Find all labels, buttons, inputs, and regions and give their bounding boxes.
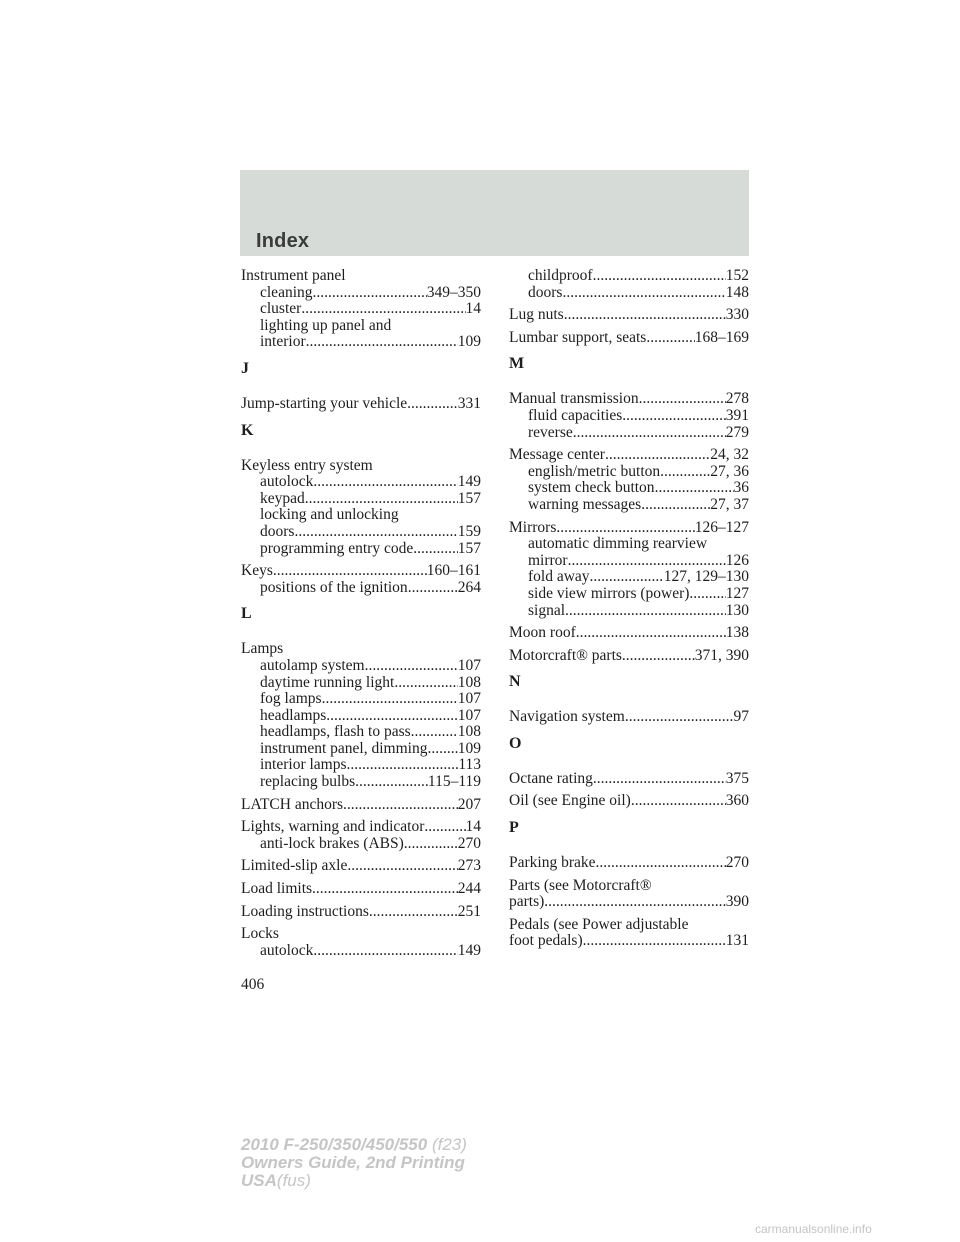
- entry-term: doors: [528, 283, 563, 301]
- entry-page-ref: 127, 129–130: [663, 568, 749, 586]
- entry-page-ref: 152: [725, 267, 749, 284]
- index-entry: [241, 641, 481, 790]
- page-number: 406: [241, 976, 265, 993]
- index-subentry-line: [241, 741, 481, 758]
- entry-term: Instrument panel: [241, 267, 346, 284]
- dot-leader: [424, 819, 465, 836]
- entry-term: english/metric button: [528, 462, 661, 480]
- index-entry: [509, 625, 749, 642]
- entry-page-ref: 270: [725, 854, 749, 872]
- document-footer: [241, 1136, 467, 1190]
- index-entry-line: [241, 904, 481, 921]
- footer-market: USA: [241, 1171, 277, 1190]
- entry-term: Locks: [241, 925, 279, 943]
- index-entry-line: [509, 771, 749, 788]
- index-entry: [509, 330, 749, 347]
- dot-leader: [313, 285, 427, 302]
- dot-leader: [568, 553, 726, 570]
- index-subentry-line: [241, 836, 481, 853]
- index-entry: [509, 878, 749, 911]
- index-entry-line: [509, 648, 749, 665]
- index-entry-line: [241, 926, 481, 943]
- index-subentry-line: [241, 507, 481, 524]
- index-subentry-line: [241, 724, 481, 741]
- index-entry: [241, 904, 481, 921]
- entry-page-ref: 14: [465, 300, 481, 318]
- entry-page-ref: 207: [457, 795, 481, 813]
- entry-page-ref: 371, 390: [694, 646, 749, 664]
- dot-leader: [544, 894, 725, 911]
- entry-term: autolock: [260, 941, 314, 959]
- entry-page-ref: 36: [733, 479, 749, 497]
- entry-page-ref: 273: [457, 857, 481, 875]
- dot-leader: [365, 658, 458, 675]
- dot-leader: [404, 836, 458, 853]
- entry-page-ref: 330: [725, 306, 749, 324]
- index-entry: [509, 447, 749, 513]
- index-entry: [241, 858, 481, 875]
- dot-leader: [312, 881, 458, 898]
- index-letter-heading: K: [241, 421, 254, 439]
- index-entry: [509, 307, 749, 324]
- entry-page-ref: 24, 32: [710, 446, 749, 464]
- dot-leader: [564, 307, 726, 324]
- entry-page-ref: 148: [725, 283, 749, 301]
- index-entry: [241, 881, 481, 898]
- entry-term: lighting up panel and: [260, 316, 392, 334]
- entry-term: automatic dimming rearview: [528, 535, 708, 553]
- dot-leader: [655, 480, 734, 497]
- entry-term: headlamps, flash to pass: [260, 723, 411, 741]
- entry-term: positions of the ignition: [260, 578, 408, 596]
- index-entry-line: [241, 797, 481, 814]
- index-entry-line: [241, 641, 481, 658]
- dot-leader: [689, 586, 725, 603]
- dot-leader: [593, 771, 726, 788]
- index-subentry-line: [509, 425, 749, 442]
- entry-page-ref: 126–127: [694, 518, 749, 536]
- index-subentry-line: [241, 675, 481, 692]
- index-entry-line: [241, 268, 481, 285]
- dot-leader: [556, 520, 694, 537]
- entry-term: Keys: [241, 562, 273, 580]
- dot-leader: [576, 625, 726, 642]
- index-entry: [509, 855, 749, 872]
- index-entry: [241, 396, 481, 413]
- entry-term: warning messages: [528, 495, 642, 513]
- index-entry-line: [509, 709, 749, 726]
- index-entry-line: [509, 878, 749, 895]
- index-entry-line: [241, 881, 481, 898]
- index-subentry-line: [241, 757, 481, 774]
- dot-leader: [313, 943, 457, 960]
- entry-page-ref: 149: [457, 473, 481, 491]
- entry-page-ref: 251: [457, 902, 481, 920]
- entry-term: Parts (see Motorcraft®: [509, 876, 652, 894]
- dot-leader: [590, 569, 664, 586]
- entry-page-ref: 159: [457, 522, 481, 540]
- entry-term: interior: [260, 333, 306, 351]
- dot-leader: [305, 491, 458, 508]
- dot-leader: [573, 425, 726, 442]
- index-subentry-line: [241, 301, 481, 318]
- entry-term: childproof: [528, 267, 593, 284]
- index-subentry-line: [509, 408, 749, 425]
- entry-term: cleaning: [260, 283, 313, 301]
- dot-leader: [408, 580, 458, 597]
- index-subentry-line: [241, 318, 481, 335]
- entry-page-ref: 149: [457, 941, 481, 959]
- index-column-right: [509, 268, 749, 956]
- index-entry: [241, 268, 481, 351]
- index-letter-heading: J: [241, 359, 249, 377]
- entry-page-ref: 108: [457, 673, 481, 691]
- index-subentry-line: [509, 536, 749, 553]
- index-entry: [241, 819, 481, 852]
- index-subentry-line: [509, 553, 749, 570]
- entry-page-ref: 349–350: [426, 283, 481, 301]
- dot-leader: [301, 301, 465, 318]
- index-subentry-line: [509, 569, 749, 586]
- index-subentry-line: [241, 691, 481, 708]
- index-subentry-line: [241, 943, 481, 960]
- dot-leader: [347, 858, 457, 875]
- dot-leader: [605, 447, 710, 464]
- index-entry-line: [241, 396, 481, 413]
- entry-term: daytime running light: [260, 673, 395, 691]
- entry-page-ref: 127: [725, 584, 749, 602]
- entry-term: system check button: [528, 479, 655, 497]
- index-subentry-line: [509, 464, 749, 481]
- dot-leader: [347, 757, 459, 774]
- entry-term: Octane rating: [509, 769, 593, 787]
- index-entry: [509, 268, 749, 301]
- dot-leader: [322, 691, 458, 708]
- index-entry: [241, 797, 481, 814]
- entry-page-ref: 27, 36: [710, 462, 749, 480]
- section-header-bar: [240, 170, 749, 256]
- entry-term: cluster: [260, 300, 302, 318]
- entry-page-ref: 108: [457, 723, 481, 741]
- dot-leader: [622, 648, 695, 665]
- index-entry: [509, 917, 749, 950]
- entry-term: Limited-slip axle: [241, 857, 348, 875]
- dot-leader: [294, 524, 457, 541]
- footer-edition: Owners Guide, 2nd Printing: [241, 1153, 465, 1172]
- entry-page-ref: 264: [457, 578, 481, 596]
- index-entry-line: [509, 793, 749, 810]
- entry-page-ref: 331: [457, 394, 481, 412]
- footer-market-code: (fus): [276, 1171, 311, 1190]
- index-entry-line: [509, 330, 749, 347]
- entry-term: Moon roof: [509, 624, 576, 642]
- entry-page-ref: 360: [725, 792, 749, 810]
- entry-term: anti-lock brakes (ABS): [260, 834, 404, 852]
- entry-page-ref: 157: [457, 539, 481, 557]
- index-entry-line: [509, 625, 749, 642]
- entry-page-ref: 14: [465, 818, 481, 836]
- entry-term: Lug nuts: [509, 306, 564, 324]
- entry-term: Lumbar support, seats: [509, 328, 647, 346]
- entry-term: programming entry code: [260, 539, 414, 557]
- dot-leader: [427, 741, 457, 758]
- index-subentry-line: [241, 774, 481, 791]
- entry-page-ref: 279: [725, 423, 749, 441]
- entry-page-ref: 115–119: [427, 773, 481, 791]
- index-subentry-line: [509, 480, 749, 497]
- entry-term: Manual transmission: [509, 390, 639, 408]
- index-letter-heading: O: [509, 734, 522, 752]
- dot-leader: [413, 541, 458, 558]
- entry-term: autolock: [260, 473, 314, 491]
- index-subentry-line: [509, 603, 749, 620]
- dot-leader: [625, 709, 734, 726]
- footer-model-code: (f23): [431, 1135, 467, 1154]
- index-subentry-line: [241, 285, 481, 302]
- entry-term: interior lamps: [260, 756, 347, 774]
- entry-term: Load limits: [241, 880, 313, 898]
- entry-term: Message center: [509, 446, 605, 464]
- entry-term: Loading instructions: [241, 902, 369, 920]
- entry-term: mirror: [528, 551, 568, 569]
- entry-page-ref: 278: [725, 390, 749, 408]
- index-subentry-line: [241, 541, 481, 558]
- index-entry: [509, 709, 749, 726]
- entry-term: Lights, warning and indicator: [241, 818, 425, 836]
- index-entry-line: [241, 858, 481, 875]
- entry-term: replacing bulbs: [260, 773, 356, 791]
- entry-page-ref: 97: [733, 708, 749, 726]
- entry-term: keypad: [260, 489, 305, 507]
- index-entry: [241, 458, 481, 558]
- dot-leader: [407, 396, 458, 413]
- entry-term: fluid capacities: [528, 406, 623, 424]
- index-entry: [509, 793, 749, 810]
- entry-term: fog lamps: [260, 690, 322, 708]
- entry-page-ref: 391: [725, 406, 749, 424]
- dot-leader: [369, 904, 458, 921]
- entry-page-ref: 130: [725, 601, 749, 619]
- dot-leader: [273, 563, 427, 580]
- index-entry-line: [241, 563, 481, 580]
- entry-term: Pedals (see Power adjustable: [509, 915, 689, 933]
- index-subentry-line: [241, 708, 481, 725]
- entry-term: parts): [509, 893, 545, 911]
- index-subentry-line: [241, 491, 481, 508]
- entry-page-ref: 375: [725, 769, 749, 787]
- index-subentry-line: [241, 524, 481, 541]
- watermark-text: carmanualsonline.info: [755, 1222, 872, 1236]
- index-subentry-line: [241, 334, 481, 351]
- entry-term: Keyless entry system: [241, 456, 373, 474]
- entry-page-ref: 390: [725, 893, 749, 911]
- entry-page-ref: 126: [725, 551, 749, 569]
- entry-page-ref: 270: [457, 834, 481, 852]
- entry-term: Lamps: [241, 640, 284, 658]
- entry-page-ref: 113: [458, 756, 481, 774]
- dot-leader: [326, 708, 457, 725]
- dot-leader: [660, 464, 710, 481]
- index-entry: [241, 926, 481, 959]
- dot-leader: [562, 285, 725, 302]
- dot-leader: [411, 724, 458, 741]
- entry-term: foot pedals): [509, 932, 583, 950]
- entry-page-ref: 168–169: [694, 328, 749, 346]
- index-entry-line: [509, 447, 749, 464]
- entry-term: Parking brake: [509, 854, 596, 872]
- section-title: Index: [256, 230, 310, 252]
- index-column-left: [241, 268, 481, 965]
- entry-page-ref: 244: [457, 880, 481, 898]
- entry-page-ref: 109: [457, 333, 481, 351]
- entry-term: instrument panel, dimming: [260, 739, 428, 757]
- index-entry: [241, 563, 481, 596]
- index-entry-line: [509, 894, 749, 911]
- index-letter-heading: N: [509, 673, 521, 691]
- entry-term: Oil (see Engine oil): [509, 792, 631, 810]
- index-entry-line: [509, 933, 749, 950]
- entry-term: fold away: [528, 568, 590, 586]
- dot-leader: [596, 855, 726, 872]
- index-subentry-line: [509, 268, 749, 285]
- dot-leader: [565, 603, 726, 620]
- entry-term: Jump-starting your vehicle: [241, 394, 408, 412]
- index-entry: [509, 520, 749, 620]
- entry-term: signal: [528, 601, 566, 619]
- index-entry: [509, 648, 749, 665]
- index-entry: [509, 391, 749, 441]
- entry-term: doors: [260, 522, 295, 540]
- index-entry-line: [509, 307, 749, 324]
- index-subentry-line: [509, 497, 749, 514]
- entry-term: Motorcraft® parts: [509, 646, 622, 664]
- index-entry-line: [509, 391, 749, 408]
- index-letter-heading: M: [509, 355, 525, 373]
- dot-leader: [583, 933, 726, 950]
- dot-leader: [593, 268, 726, 285]
- dot-leader: [343, 797, 458, 814]
- index-subentry-line: [509, 586, 749, 603]
- index-entry-line: [241, 819, 481, 836]
- entry-term: locking and unlocking: [260, 506, 399, 524]
- entry-page-ref: 27, 37: [710, 495, 749, 513]
- dot-leader: [631, 793, 726, 810]
- dot-leader: [646, 330, 694, 347]
- dot-leader: [622, 408, 726, 425]
- dot-leader: [639, 391, 726, 408]
- entry-page-ref: 107: [457, 656, 481, 674]
- index-entry-line: [509, 855, 749, 872]
- entry-page-ref: 138: [725, 624, 749, 642]
- entry-page-ref: 160–161: [426, 562, 481, 580]
- entry-term: LATCH anchors: [241, 795, 344, 813]
- index-subentry-line: [241, 658, 481, 675]
- index-letter-heading: L: [241, 605, 252, 623]
- dot-leader: [355, 774, 428, 791]
- index-entry-line: [509, 917, 749, 934]
- entry-term: headlamps: [260, 706, 327, 724]
- dot-leader: [313, 474, 457, 491]
- entry-page-ref: 131: [725, 932, 749, 950]
- entry-page-ref: 107: [457, 706, 481, 724]
- dot-leader: [641, 497, 710, 514]
- dot-leader: [306, 334, 458, 351]
- entry-term: Mirrors: [509, 518, 557, 536]
- index-subentry-line: [509, 285, 749, 302]
- entry-page-ref: 157: [457, 489, 481, 507]
- index-subentry-line: [241, 580, 481, 597]
- entry-term: reverse: [528, 423, 573, 441]
- entry-page-ref: 107: [457, 690, 481, 708]
- index-letter-heading: P: [509, 819, 519, 837]
- entry-term: side view mirrors (power): [528, 584, 690, 602]
- entry-term: autolamp system: [260, 656, 365, 674]
- dot-leader: [394, 675, 457, 692]
- footer-model: 2010 F-250/350/450/550: [241, 1135, 428, 1154]
- entry-term: Navigation system: [509, 708, 625, 726]
- index-entry: [509, 771, 749, 788]
- index-subentry-line: [241, 474, 481, 491]
- index-entry-line: [509, 520, 749, 537]
- entry-page-ref: 109: [457, 739, 481, 757]
- index-entry-line: [241, 458, 481, 475]
